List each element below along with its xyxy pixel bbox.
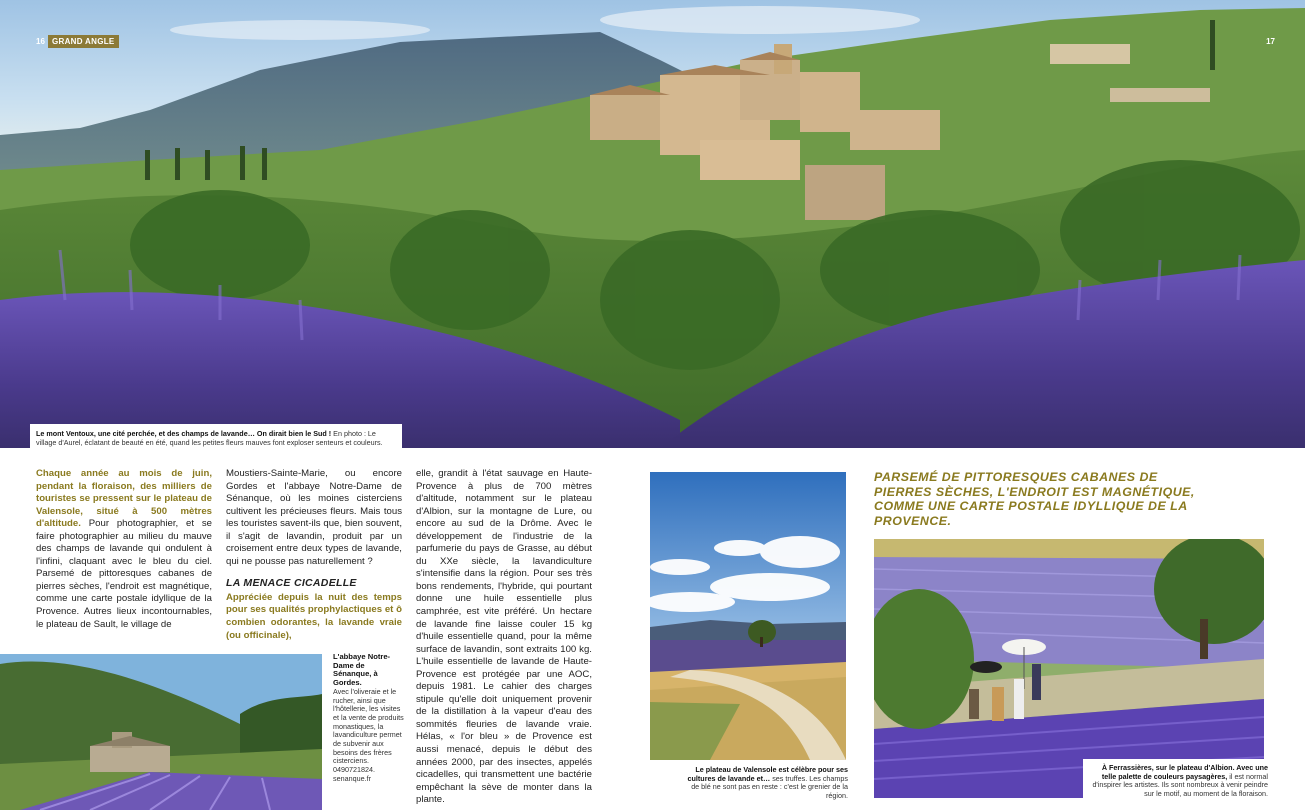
section-tag: GRAND ANGLE [48,35,119,48]
valensole-caption-bold: Le plateau de Valensole est célèbre pour ses cultures de lavande et… [687,765,848,783]
page-number-left: 16 [36,37,45,46]
abbey-caption-title: L'abbaye Notre-Dame de Sénanque, à Gordes. [333,652,391,688]
albion-caption [1083,759,1271,803]
valensole-caption-text: ses truffes. Les champs de blé ne sont pas en reste : c'est le grenier de la région. [691,773,848,800]
albion-caption-text: il est normal d'inspirer les artistes. Ils sont nombreux à venir peindre sur le motif, au moment de la floraison. [1092,771,1268,798]
article-column-2 [226,468,402,642]
hero-caption-text: En photo : Le village d'Aurel, éclatant de beauté en été, quand les petites fleurs mauves font exploser senteurs et couleurs. [36,429,383,447]
article-subhead: LA MENACE CICADELLE [226,577,357,590]
article-paragraph-1: Pour photographier, et se faire photographier au milieu du mauve des champs de lavande qui ondulent à l'infini, claquant avec le bleu du ciel. Parsemé de pittoresques cabanes de pierres sèches, l'endroit est magnétique, comme une carte postale idyllique de la Provence. Autres lieux incontournables, le plateau de Sault, le village de [36,518,213,630]
article-paragraph-1-continued: Moustiers-Sainte-Marie, ou encore Gordes et l'abbaye Notre-Dame de Sénanque, où les moines cisterciens cultivent les précieuses fleurs. Mais tous les touristes savent-ils que, bien souvent, il s'agit de lavandin, produit par un croisement entre deux types de lavande, qui ne pousse pas naturellement ? [226,468,403,567]
article-column-1 [36,468,212,631]
article-lead: Chaque année au mois de juin, pendant la floraison, des milliers de touristes se pressent sur le plateau de Valensole, situé à 500 mètres d'altitude. [36,468,212,530]
valensole-caption [680,766,848,800]
article-column-3 [416,468,592,807]
valensole-photo [650,472,846,760]
hero-caption-bold: Le mont Ventoux, une cité perchée, et des champs de lavande… On dirait bien le Sud ! [36,429,332,438]
hero-caption [30,424,402,448]
albion-caption-bold: À Ferrassières, sur le plateau d'Albion. Avec une telle palette de couleurs paysagères, [1101,763,1268,781]
article-paragraph-2-continued: elle, grandit à l'état sauvage en Haute-Provence à plus de 700 mètres d'altitude, notamment sur le plateau d'Albion, sur la montagne de Lure, ou encore au sud de la Drôme. Avec le développement de l'industrie de la parfumerie du pays de Grasse, au début du XXe siècle, la lavandiculture s'intensifie dans la région. Pour ses très bons rendements, l'hybride, qui pourtant donne une huile essentielle plus camphrée, est vite préféré. Un hectare de lavande fine laisse couler 15 kg d'huile essentielle quand, pour la même surface de lavandin, sont extraits 100 kg. L'huile essentielle de lavande de Haute-Provence est protégée par une AOC, depuis 1981. Le cahier des charges stipule qu'elle doit uniquement provenir de la distillation à la vapeur d'eau des sommités fleuries de lavande vraie. Hélas, « l'or bleu » de Provence est aussi menacé, depuis le début des années 2000, par des insectes, appelés cicadelles, qui transmettent une bactérie empêchant la sève de monter dans la plante. [416,468,593,806]
page-number-right: 17 [1266,37,1275,46]
abbey-photo [0,654,322,810]
abbey-caption-text: Avec l'oliveraie et le rucher, ainsi que l'hôtellerie, les visites et la vente de produits monastiques, la lavandiculture permet de subvenir aux besoins des frères cisterciens. 0490721824. senanque.fr [333,686,404,783]
pullquote: PARSEMÉ DE PITTORESQUES CABANES DE PIERRES SÈCHES, L'ENDROIT EST MAGNÉTIQUE, COMME UNE CARTE POSTALE IDYLLIQUE DE LA PROVENCE. [874,470,1195,528]
abbey-caption [333,653,405,784]
article-paragraph-2-lead: Appréciée depuis la nuit des temps pour ses qualités prophylactiques et ô combien odorantes, la lavande vraie (ou officinale), [226,591,402,641]
